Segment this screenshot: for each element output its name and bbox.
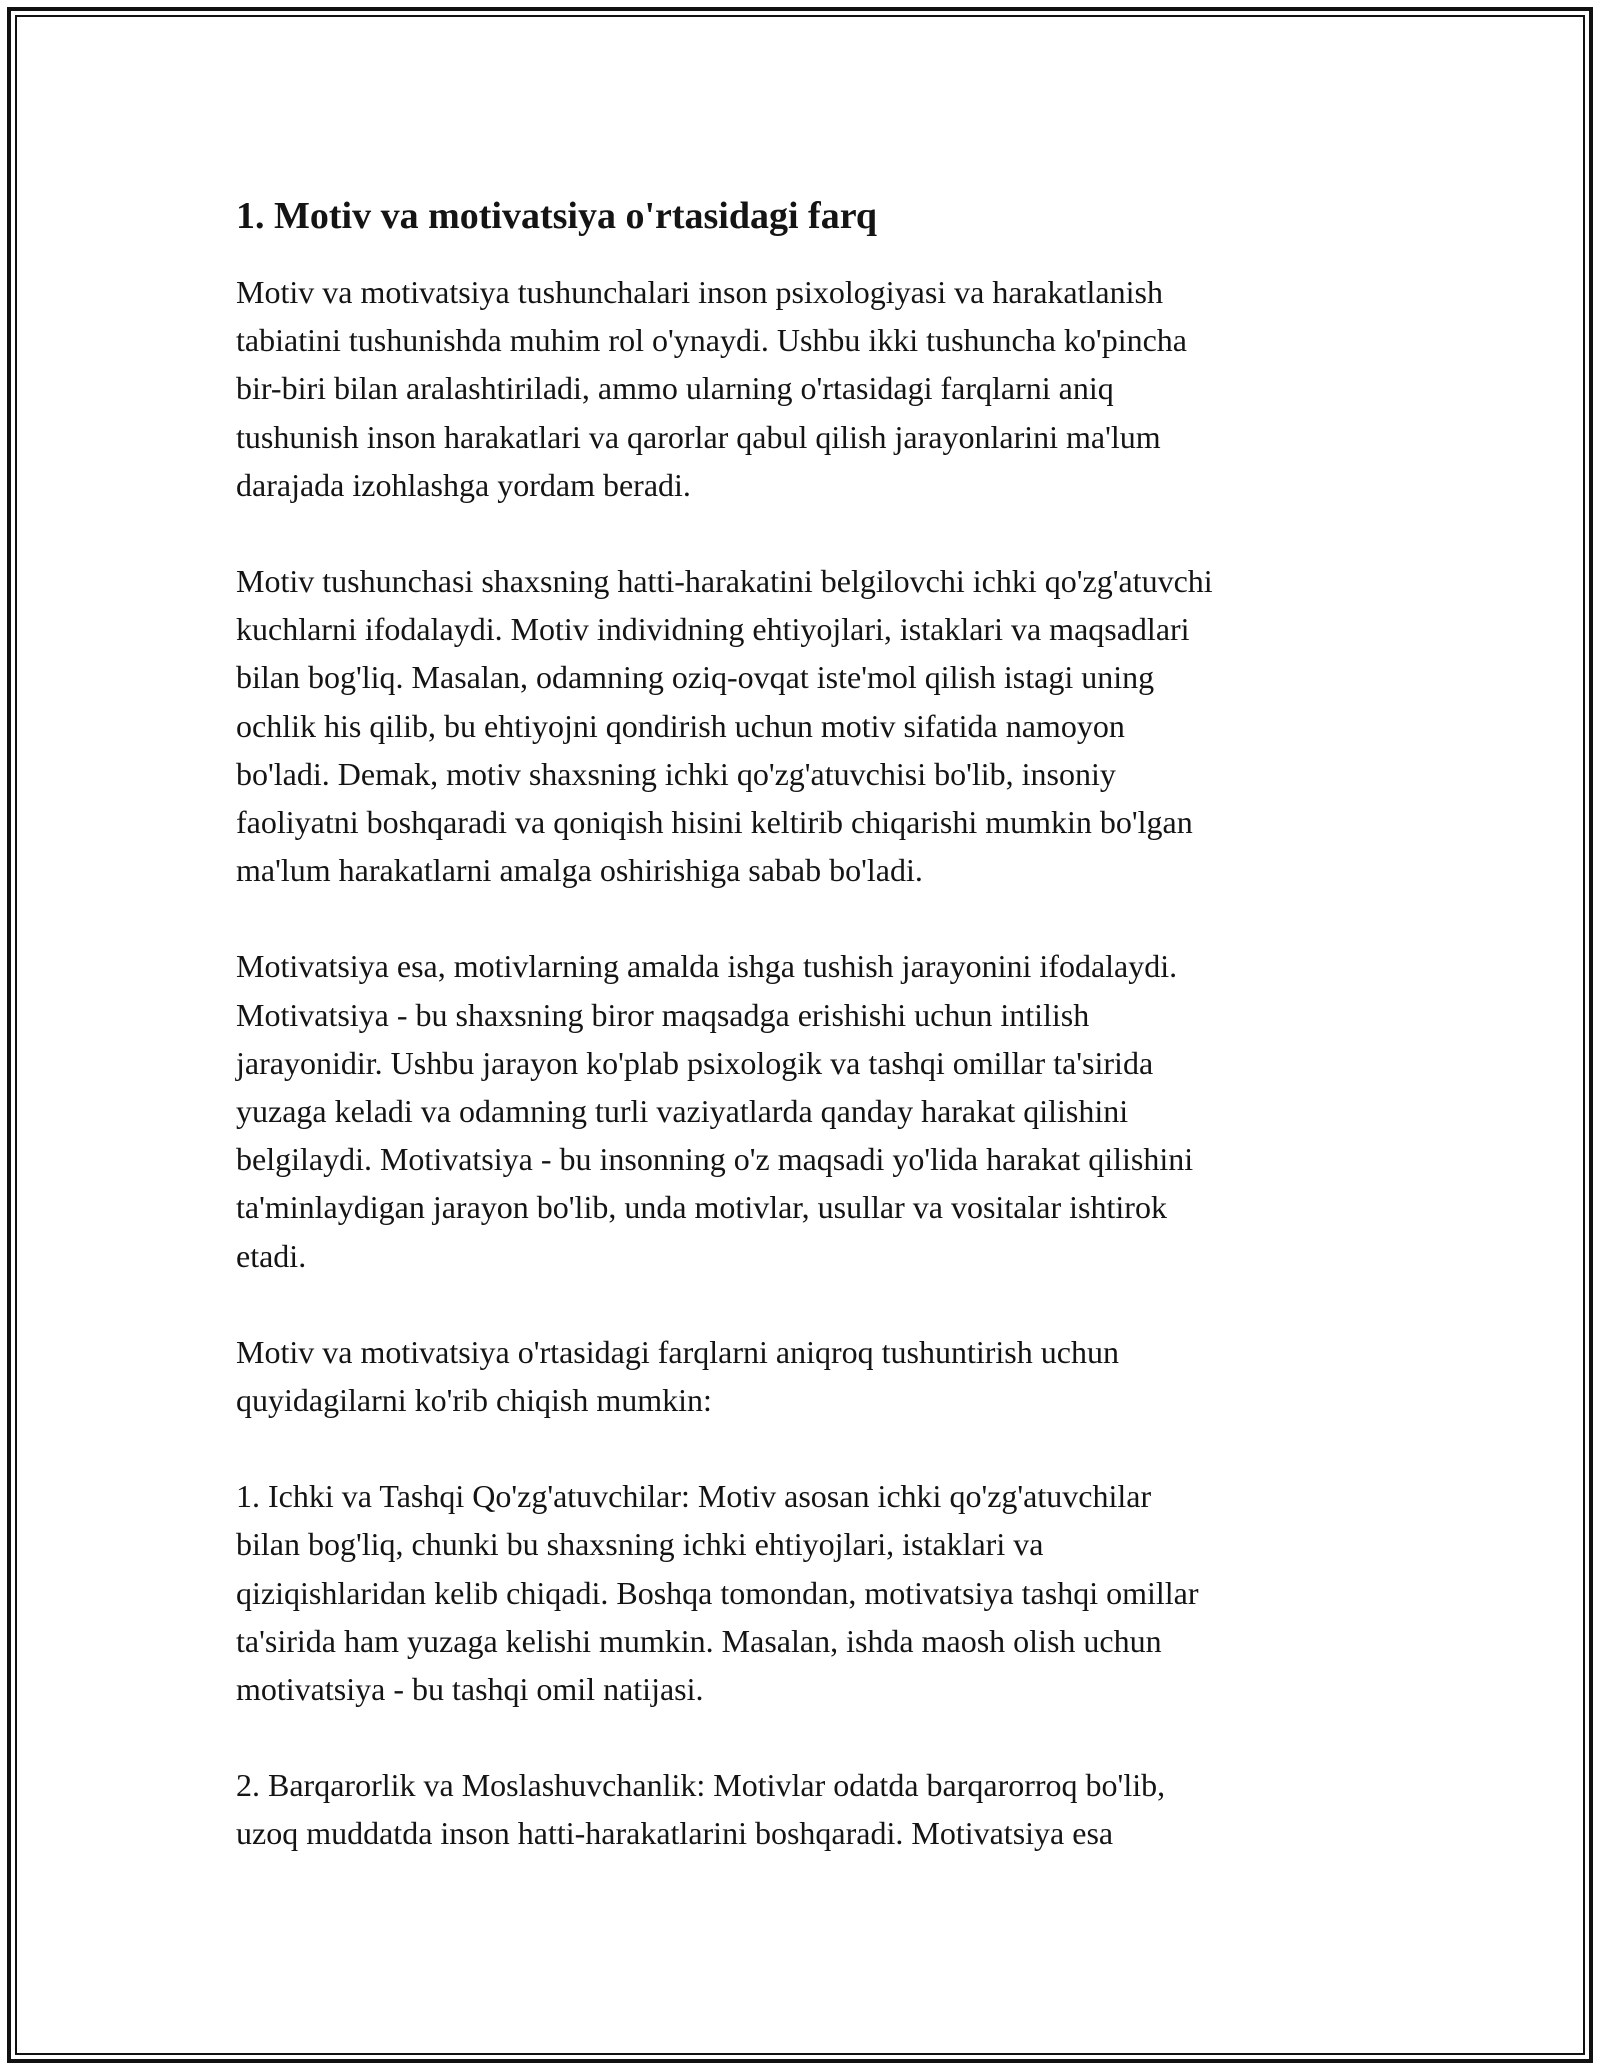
paragraph-intro: Motiv va motivatsiya tushunchalari inson psixologiyasi va harakatlanish tabiatini tushunishda muhim rol o'ynaydi. Ushbu ikki tushuncha ko'pincha bir-biri bilan aralashtiriladi, ammo ularning o'rtasidagi farqlarni aniq tushunish inson harakatlari va qarorlar qabul qilish jarayonlarini ma'lum darajada izohlashga yordam beradi. [236,274,1187,503]
paragraph-motiv: Motiv tushunchasi shaxsning hatti-harakatini belgilovchi ichki qo'zg'atuvchi kuchlarni ifodalaydi. Motiv individning ehtiyojlari, istaklari va maqsadlari bilan bog'liq. Masalan, odamning oziq-ovqat iste'mol qilish istagi uning ochlik his qilib, bu ehtiyojni qondirish uchun motiv sifatida namoyon bo'ladi. Demak, motiv shaxsning ichki qo'zg'atuvchisi bo'lib, insoniy faoliyatni boshqaradi va qoniqish hisini keltirib chiqarishi mumkin bo'lgan ma'lum harakatlarni amalga oshirishiga sabab bo'ladi. [236,563,1213,889]
paragraph-motivatsiya: Motivatsiya esa, motivlarning amalda ishga tushish jarayonini ifodalaydi. Motivatsiya - bu shaxsning biror maqsadga erishishi uchun intilish jarayonidir. Ushbu jarayon ko'plab psixologik va tashqi omillar ta'sirida yuzaga keladi va odamning turli vaziyatlarda qanday harakat qilishini belgilaydi. Motivatsiya - bu insonning o'z maqsadi yo'lida harakat qilishini ta'minlaydigan jarayon bo'lib, unda motivlar, usullar va vositalar ishtirok etadi. [236,948,1194,1274]
paragraph-farqlar-intro: Motiv va motivatsiya o'rtasidagi farqlarni aniqroq tushuntirish uchun quyidagilarni ko'rib chiqish mumkin: [236,1333,1119,1419]
list-item-barqarorlik: 2. Barqarorlik va Moslashuvchanlik: Motivlar odatda barqarorroq bo'lib, uzoq muddatda inson hatti-harakatlarini boshqaradi. Motivatsiya esa [236,1767,1166,1852]
list-item-ichki-tashqi: 1. Ichki va Tashqi Qo'zg'atuvchilar: Motiv asosan ichki qo'zg'atuvchilar bilan bog'liq, chunki bu shaxsning ichki ehtiyojlari, istaklari va qiziqishlaridan kelib chiqadi. Boshqa tomondan, motivatsiya tashqi omillar ta'sirida ham yuzaga kelishi mumkin. Masalan, ishda maosh olish uchun motivatsiya - bu tashqi omil natijasi. [236,1478,1199,1708]
section-title: 1. Motiv va motivatsiya o'rtasidagi farq [236,195,878,237]
document-body [236,186,1370,1906]
